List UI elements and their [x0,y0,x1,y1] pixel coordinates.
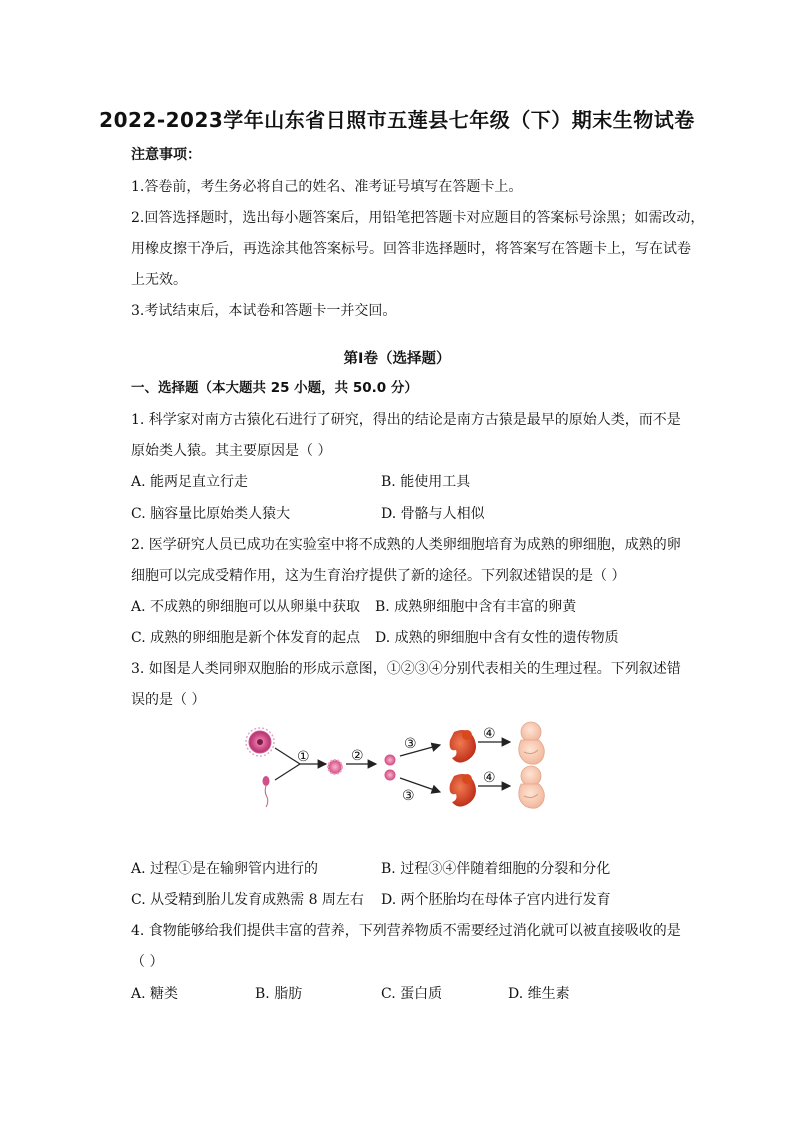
fetus-lower-icon [519,766,545,808]
q2-option-d: D. 成熟的卵细胞中含有女性的遗传物质 [375,630,619,646]
notice-item-2-line-2: 用橡皮擦干净后，再选涂其他答案标号。回答非选择题时，将答案写在答题卡上，写在试卷 [131,241,691,257]
step-3b-label: ③ [402,788,415,804]
q2-stem-line-2: 细胞可以完成受精作用，这为生育治疗提供了新的途径。下列叙述错误的是（ ） [131,568,626,584]
step-3a-label: ③ [404,736,417,752]
q3-stem-line-2: 误的是（ ） [131,692,206,708]
q4-stem-line-2: （ ） [131,954,164,970]
q3-option-a: A. 过程①是在输卵管内进行的 [131,861,319,877]
step-4a-label: ④ [483,726,496,742]
q1-stem-line-2: 原始类人猿。其主要原因是（ ） [131,443,332,459]
q1-stem-line-1: 1. 科学家对南方古猿化石进行了研究，得出的结论是南方古猿是最早的原始人类，而不是 [131,412,681,428]
q4-option-d: D. 维生素 [508,986,570,1002]
notice-item-2-line-1: 2.回答选择题时，选出每小题答案后，用铅笔把答题卡对应题目的答案标号涂黑；如需改动， [131,210,705,226]
step-1-label: ① [297,749,310,765]
step-2-label: ② [351,748,364,764]
egg-cell-icon [246,728,274,756]
q4-option-b: B. 脂肪 [255,986,303,1002]
q2-option-b: B. 成熟卵细胞中含有丰富的卵黄 [375,599,577,615]
q3-option-b: B. 过程③④伴随着细胞的分裂和分化 [381,861,611,877]
embryo-lower-icon [450,774,476,807]
q1-option-a: A. 能两足直立行走 [131,474,249,490]
notice-item-1: 1.答卷前，考生务必将自己的姓名、准考证号填写在答题卡上。 [131,179,523,195]
q3-stem-line-1: 3. 如图是人类同卵双胞胎的形成示意图，①②③④分别代表相关的生理过程。下列叙述错 [131,661,681,677]
q4-option-a: A. 糖类 [131,986,179,1002]
q1-option-d: D. 骨骼与人相似 [381,506,485,522]
notice-heading: 注意事项： [131,147,201,163]
q2-option-a: A. 不成熟的卵细胞可以从卵巢中获取 [131,599,361,615]
section-title: 第I卷（选择题） [343,351,451,367]
notice-item-3: 3.考试结束后，本试卷和答题卡一并交回。 [131,303,397,319]
q2-option-c: C. 成熟的卵细胞是新个体发育的起点 [131,630,361,646]
twin-formation-diagram [240,718,560,818]
q4-option-c: C. 蛋白质 [381,986,443,1002]
q1-option-b: B. 能使用工具 [381,474,471,490]
q4-stem-line-1: 4. 食物能够给我们提供丰富的营养，下列营养物质不需要经过消化就可以被直接吸收的是 [131,923,681,939]
q3-option-c: C. 从受精到胎儿发育成熟需 8 周左右 [131,892,364,908]
q2-stem-line-1: 2. 医学研究人员已成功在实验室中将不成熟的人类卵细胞培育为成熟的卵细胞，成熟的卵 [131,537,681,553]
notice-item-2-line-3: 上无效。 [131,272,187,288]
exam-title: 2022-2023学年山东省日照市五莲县七年级（下）期末生物试卷 [99,108,695,132]
step-4b-label: ④ [483,770,496,786]
q3-option-d: D. 两个胚胎均在母体子宫内进行发育 [381,892,611,908]
sperm-cell-icon [263,776,270,807]
embryo-upper-icon [450,730,476,763]
q1-option-c: C. 脑容量比原始类人猿大 [131,506,291,522]
part-title: 一、选择题（本大题共 25 小题，共 50.0 分） [131,380,418,396]
split-cells-icon [385,755,396,781]
zygote-icon [328,760,342,774]
fetus-upper-icon [519,722,545,764]
